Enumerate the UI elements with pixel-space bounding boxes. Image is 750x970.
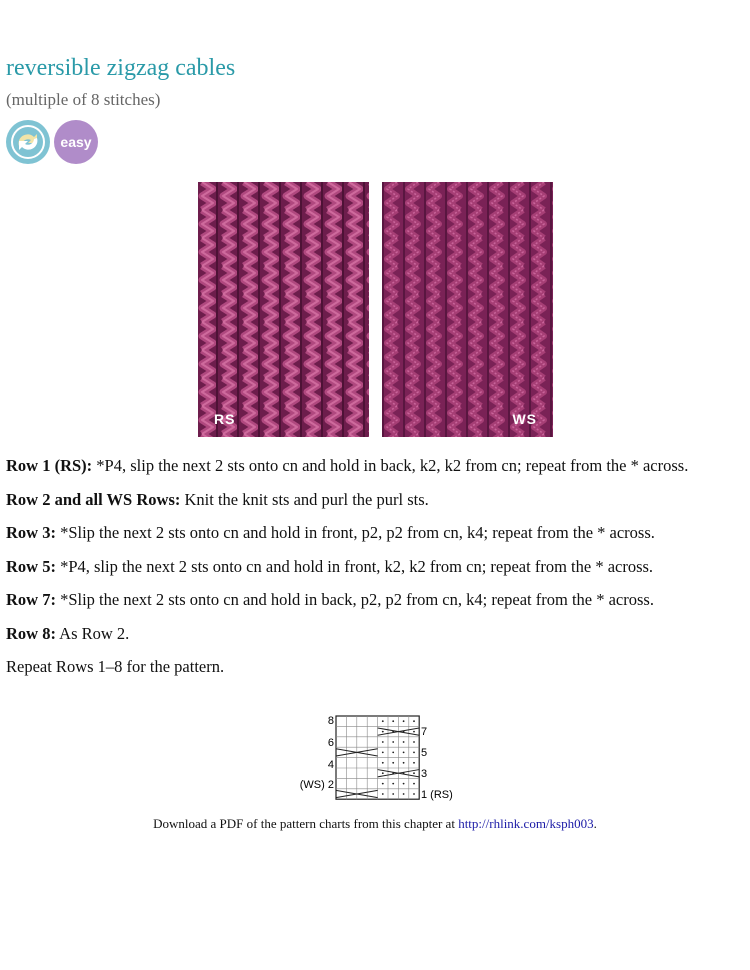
reversible-icon xyxy=(6,120,50,164)
rs-swatch-photo xyxy=(198,182,369,437)
row-instruction: Row 5: *P4, slip the next 2 sts onto cn and hold in front, k2, k2 from cn; repeat from the * across. xyxy=(6,556,654,576)
repeat-instruction: Repeat Rows 1–8 for the pattern. xyxy=(6,657,225,676)
ws-label: WS xyxy=(512,411,537,427)
row-instruction: Row 3: *Slip the next 2 sts onto cn and hold in front, p2, p2 from cn, k4; repeat from the * across. xyxy=(6,523,655,542)
chart-row-label: (WS) 2 xyxy=(299,779,334,791)
chart-pdf-link[interactable]: http://rhlink.com/ksph003 xyxy=(458,816,594,831)
stitch-chart xyxy=(294,712,464,809)
badges xyxy=(6,120,98,164)
row-instruction: Row 1 (RS): *P4, slip the next 2 sts onto cn and hold in back, k2, k2 from cn; repeat from the * across. xyxy=(6,456,689,475)
chart-grid xyxy=(336,716,419,799)
ws-swatch-photo xyxy=(382,182,553,437)
chart-row-label: 7 xyxy=(421,726,428,738)
chart-row-label: 4 xyxy=(327,759,334,771)
chart-row-label: 6 xyxy=(327,737,334,749)
chart-row-label: 5 xyxy=(421,747,428,759)
stitch-multiple: (multiple of 8 stitches) xyxy=(6,90,161,109)
chart-row-label: 3 xyxy=(421,768,428,780)
swatch-photos xyxy=(198,182,553,437)
row-instruction: Row 7: *Slip the next 2 sts onto cn and hold in back, p2, p2 from cn, k4; repeat from the * across. xyxy=(6,590,654,609)
footer-note: Download a PDF of the pattern charts from this chapter at http://rhlink.com/ksph003. xyxy=(153,816,597,831)
row-instruction: Row 8: As Row 2. xyxy=(6,623,130,643)
easy-badge: easy xyxy=(54,120,98,164)
page-title: reversible zigzag cables xyxy=(6,55,236,81)
chart-row-label: 8 xyxy=(327,715,334,727)
chart-row-label: 1 (RS) xyxy=(421,789,453,801)
pattern-instructions xyxy=(6,455,721,690)
row-instruction: Row 2 and all WS Rows: Knit the knit sts and purl the purl sts. xyxy=(6,489,429,509)
rs-label: RS xyxy=(214,411,236,427)
